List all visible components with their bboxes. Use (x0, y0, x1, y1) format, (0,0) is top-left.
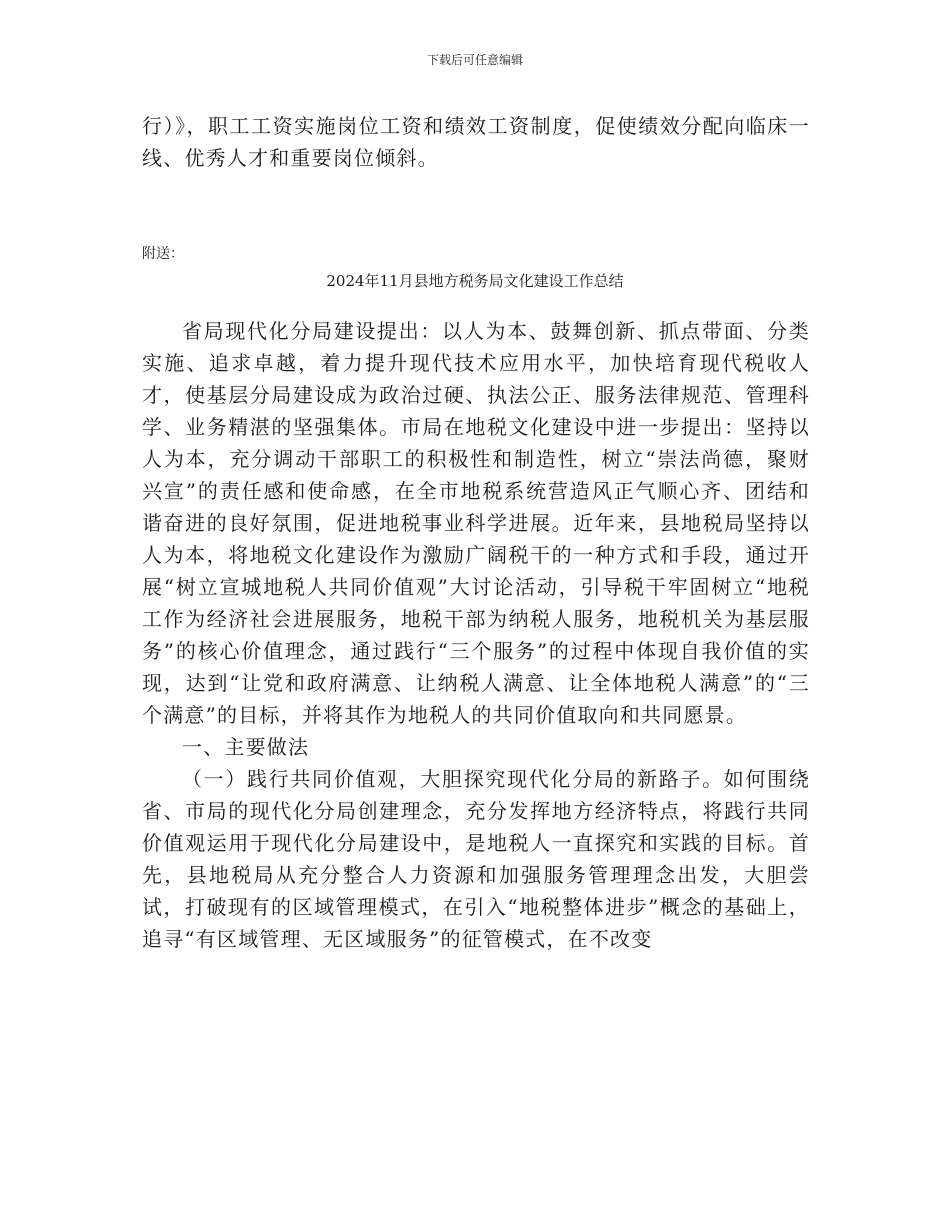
section-heading: 一、主要做法 (182, 735, 310, 759)
document-title: 2024年11月县地方税务局文化建设工作总结 (326, 272, 624, 290)
appendix-label: 附送： (142, 246, 184, 262)
page-header: 下载后可任意编辑 (426, 53, 523, 67)
continuation-paragraph: 行）》，职工工资实施岗位工资和绩效工资制度，促使绩效分配向临床一线、优秀人才和重要岗位倾斜。 (142, 114, 810, 170)
main-text (142, 315, 810, 955)
subsection-paragraph: （一）践行共同价值观，大胆探究现代化分局的新路子。如何围绕省、市局的现代化分局创建理念，充分发挥地方经济特点，将践行共同价值观运用于现代化分局建设中，是地税人一直探究和实践的目标。首先，县地税局从充分整合人力资源和加强服务管理理念出发，大胆尝试，打破现有的区域管理模式，在引入“地税整体进步”概念的基础上，追寻“有区域管理、无区域服务”的征管模式，在不改变 (142, 767, 810, 951)
intro-paragraph: 省局现代化分局建设提出：以人为本、鼓舞创新、抓点带面、分类实施、追求卓越，着力提升现代技术应用水平，加快培育现代税收人才，使基层分局建设成为政治过硬、执法公正、服务法律规范、管理科学、业务精湛的坚强集体。市局在地税文化建设中进一步提出：坚持以人为本，充分调动干部职工的积极性和制造性，树立“崇法尚德，聚财兴宣”的责任感和使命感，在全市地税系统营造风正气顺心齐、团结和谐奋进的良好氛围，促进地税事业科学进展。近年来，县地税局坚持以人为本，将地税文化建设作为激励广阔税干的一种方式和手段，通过开展“树立宣城地税人共同价值观”大讨论活动，引导税干牢固树立“地税工作为经济社会进展服务，地税干部为纳税人服务，地税机关为基层服务”的核心价值理念，通过践行“三个服务”的过程中体现自我价值的实现，达到“让党和政府满意、让纳税人满意、让全体地税人满意”的“三个满意”的目标，并将其作为地税人的共同价值取向和共同愿景。 (142, 319, 810, 727)
